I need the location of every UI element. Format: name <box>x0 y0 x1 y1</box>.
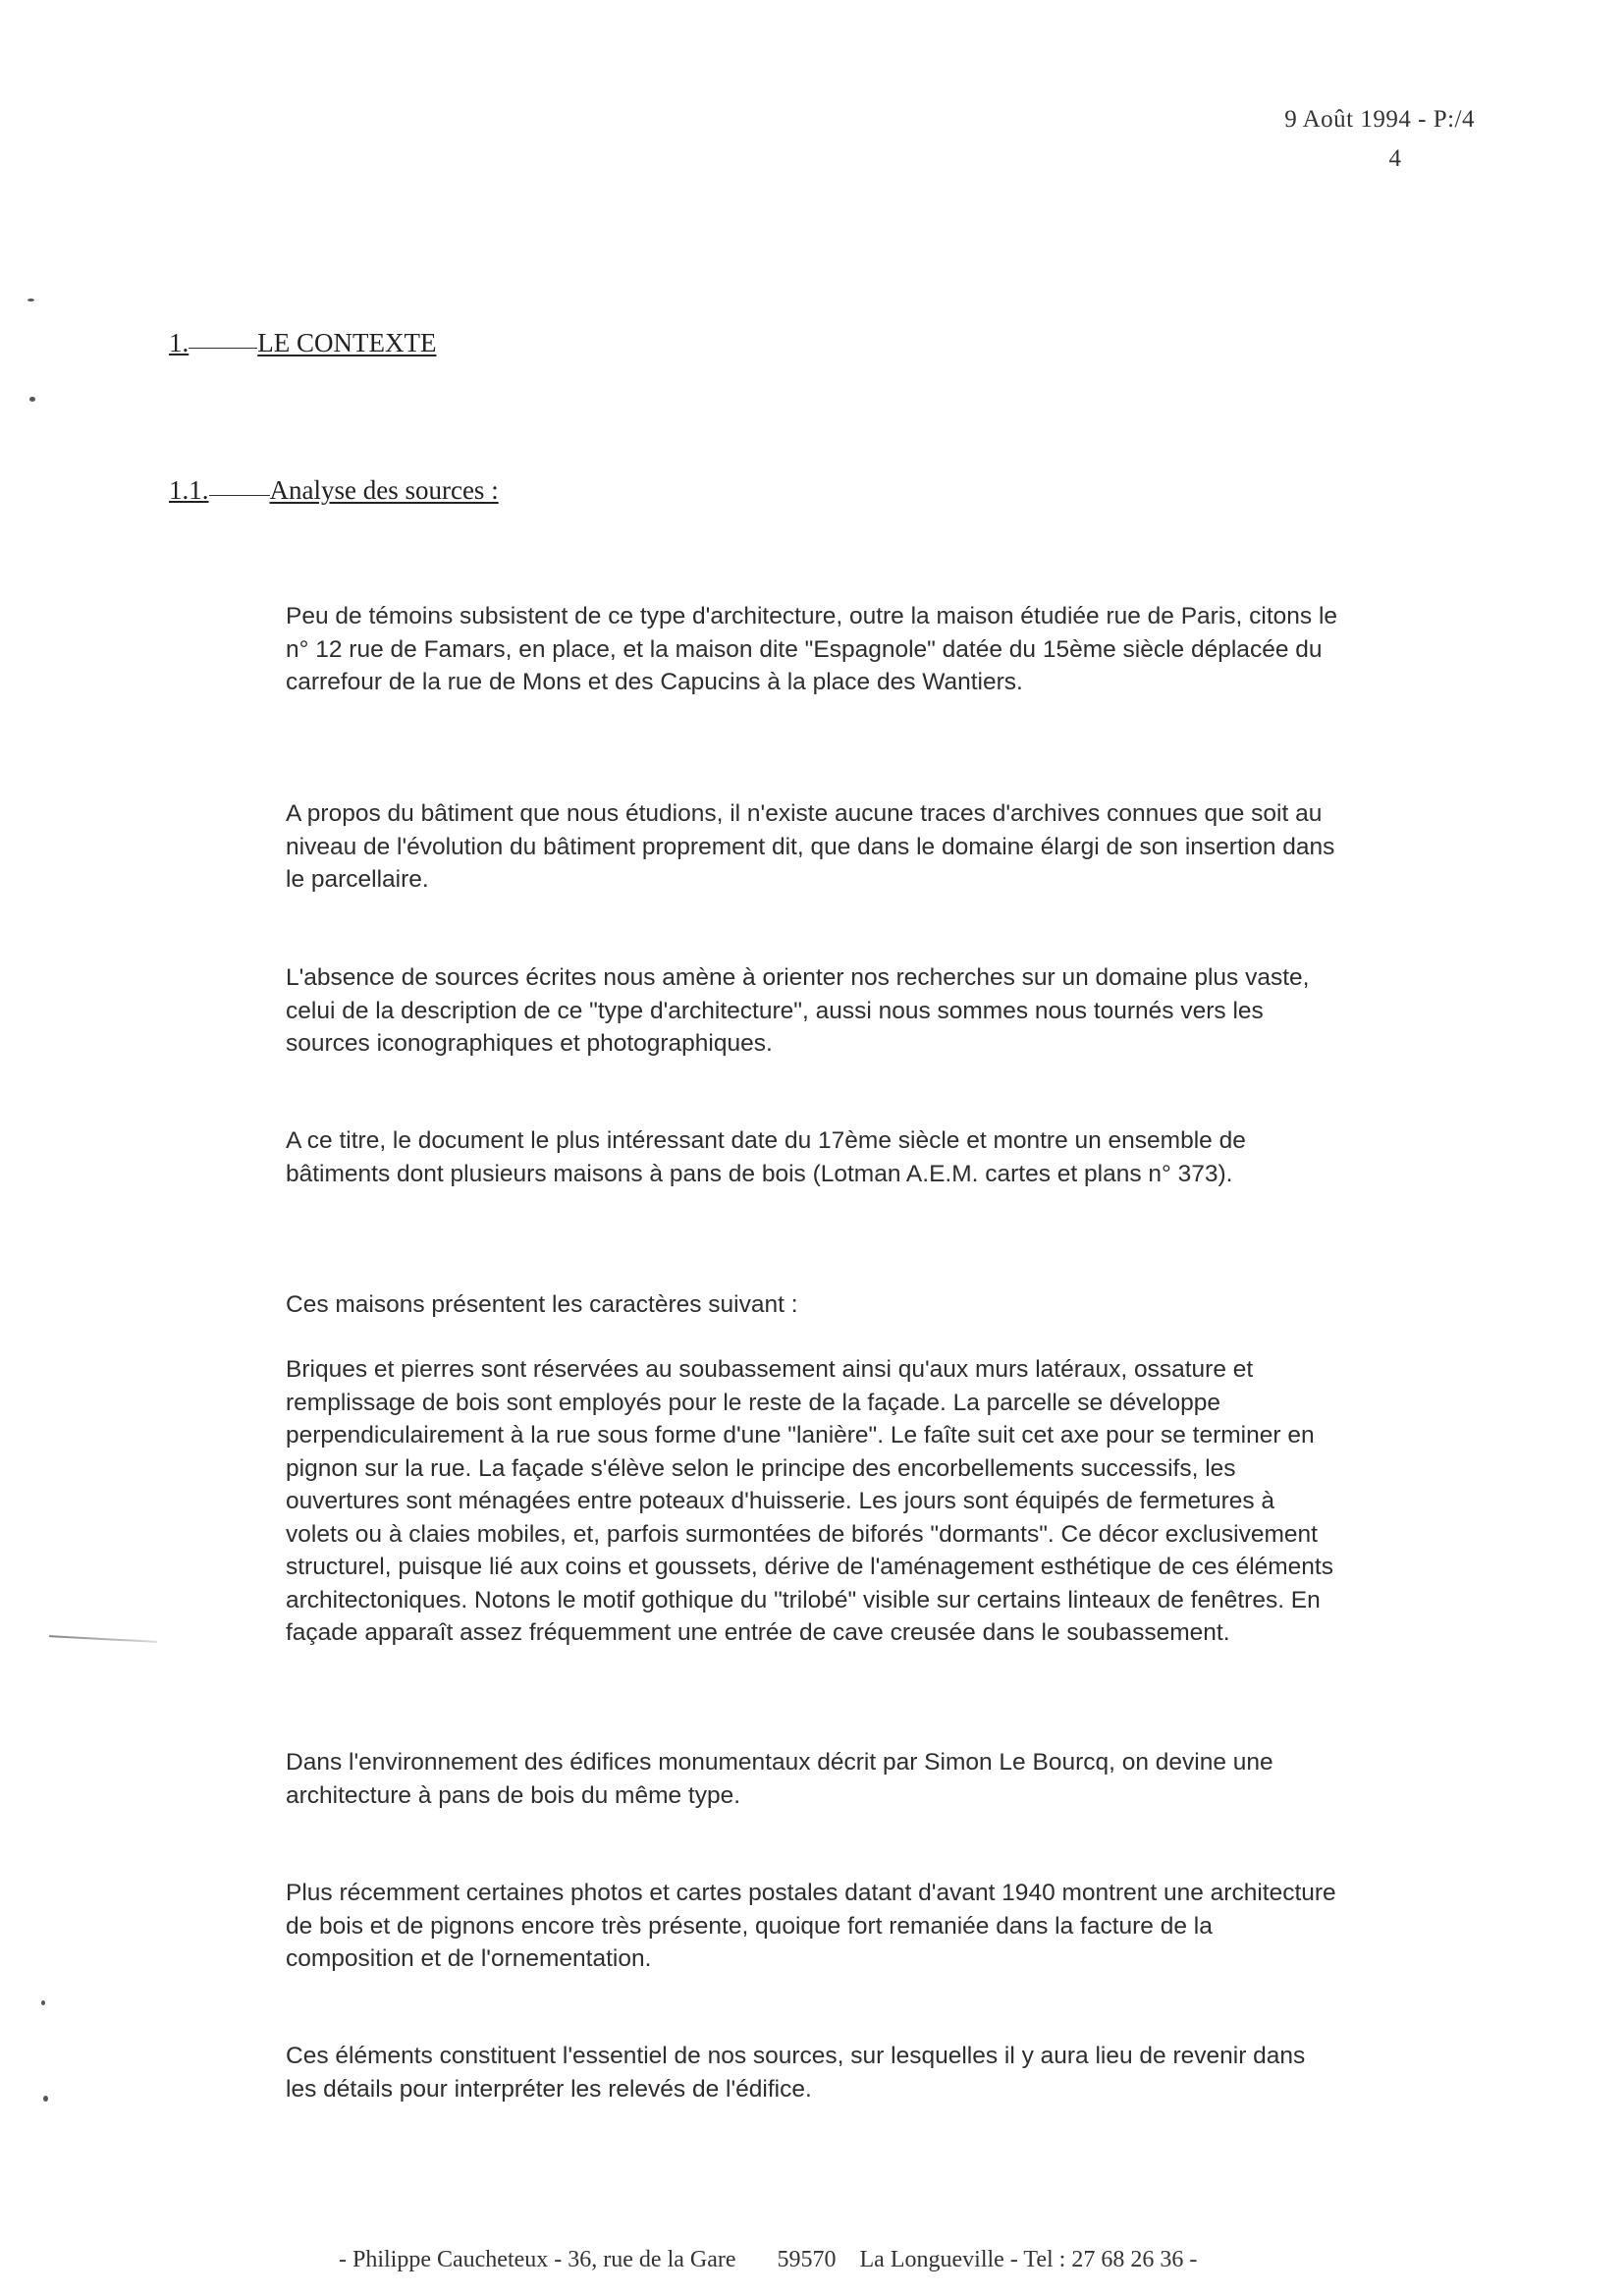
section-heading-1 <box>169 328 436 358</box>
scan-speck <box>29 397 35 402</box>
heading-rule <box>209 494 270 496</box>
paragraph <box>286 600 1341 699</box>
section-title: Analyse des sources : <box>269 475 499 505</box>
paragraph-text: Ces éléments constituent l'essentiel de nos sources, sur lesquelles il y aura lieu de revenir dans les détails pour interpréter les relevés de l'édifice. <box>286 2043 1306 2103</box>
scan-mark <box>49 1635 157 1643</box>
paragraph-text: L'absence de sources écrites nous amène à orienter nos recherches sur un domaine plus vaste, celui de la description de ce "type d'architecture", aussi nous sommes nous tournés vers les sources iconographiques et photographiques. <box>286 964 1310 1057</box>
paragraph <box>286 2040 1341 2105</box>
paragraph <box>286 1746 1341 1812</box>
scan-speck <box>27 299 34 301</box>
section-number: 1.1. <box>169 475 209 505</box>
scan-speck <box>41 2000 45 2005</box>
paragraph-text: A propos du bâtiment que nous étudions, il n'existe aucune traces d'archives connues que soit au niveau de l'évolution du bâtiment proprement dit, que dans le domaine élargi de son insertion dans le parcellaire. <box>286 800 1335 893</box>
scan-speck <box>43 2096 48 2102</box>
header-date-reference: 9 Août 1994 - P:/4 <box>1284 106 1475 133</box>
paragraph-text: Dans l'environnement des édifices monumentaux décrit par Simon Le Bourcq, on devine une architecture à pans de bois du même type. <box>286 1749 1273 1809</box>
paragraph <box>286 1353 1341 1650</box>
paragraph <box>286 797 1341 897</box>
paragraph <box>286 1288 1341 1322</box>
paragraph <box>286 1124 1341 1190</box>
section-number: 1. <box>169 328 189 357</box>
page-number: 4 <box>1388 145 1401 172</box>
paragraph <box>286 1877 1341 1976</box>
heading-rule <box>189 347 257 349</box>
section-title: LE CONTEXTE <box>257 328 437 357</box>
paragraph-text: A ce titre, le document le plus intéressant date du 17ème siècle et montre un ensemble de bâtiments dont plusieurs maisons à pans de bois (Lotman A.E.M. cartes et plans n° 373). <box>286 1127 1246 1187</box>
paragraph-text: Peu de témoins subsistent de ce type d'architecture, outre la maison étudiée rue de Paris, citons le n° 12 rue de Famars, en place, et la maison dite "Espagnole" datée du 15ème siècle déplacée du carrefour de la rue de Mons et des Capucins à la place des Wantiers. <box>286 603 1338 695</box>
paragraph <box>286 961 1341 1061</box>
paragraph-text: Plus récemment certaines photos et cartes postales datant d'avant 1940 montrent une architecture de bois et de pignons encore très présente, quoique fort remaniée dans la facture de la composition et de l'ornementation. <box>286 1880 1336 1972</box>
section-heading-1-1 <box>169 475 499 506</box>
paragraph-text: Ces maisons présentent les caractères suivant : <box>286 1291 798 1318</box>
paragraph-text: Briques et pierres sont réservées au soubassement ainsi qu'aux murs latéraux, ossature et remplissage de bois sont employés pour le reste de la façade. La parcelle se développe perpendiculairement à la rue sous forme d'une "lanière". Le faîte suit cet axe pour se terminer en pignon sur la rue. La façade s'élève selon le principe des encorbellements successifs, les ouvertures sont ménagées entre poteaux d'huisserie. Les jours sont équipés de fermetures à volets ou à claies mobiles, et, parfois surmontées de biforés "dormants". Ce décor exclusivement structurel, puisque lié aux coins et goussets, dérive de l'aménagement esthétique de ces éléments architectoniques. Notons le motif gothique du "trilobé" visible sur certains linteaux de fenêtres. En façade apparaît assez fréquemment une entrée de cave creusée dans le soubassement. <box>286 1356 1333 1646</box>
footer-address: - Philippe Caucheteux - 36, rue de la Gare 59570 La Longueville - Tel : 27 68 26 36 - <box>339 2247 1198 2272</box>
